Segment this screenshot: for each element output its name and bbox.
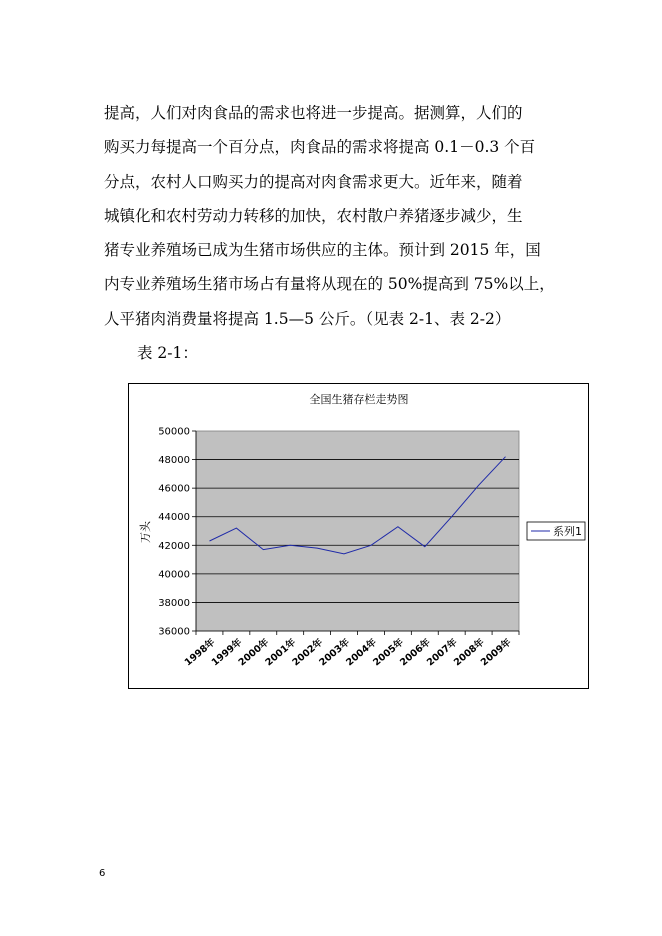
chart-title: 全国生猪存栏走势图 <box>309 393 409 406</box>
y-tick-label: 50000 <box>158 426 190 438</box>
x-tick-label: 2007年 <box>425 636 460 669</box>
x-tick-label: 1999年 <box>209 636 245 669</box>
chart-legend <box>527 522 585 540</box>
y-tick-label: 46000 <box>158 483 190 495</box>
y-tick-label: 42000 <box>158 540 190 552</box>
x-tick-label: 2000年 <box>236 636 272 669</box>
y-tick-label: 48000 <box>158 455 190 467</box>
paragraph-line-7: 人平猪肉消费量将提高 1.5—5 公斤。（见表 2-1、表 2-2） <box>104 309 511 328</box>
paragraph-line-2: 购买力每提高一个百分点，肉食品的需求将提高 0.1－0.3 个百 <box>104 138 536 157</box>
paragraph-line-4: 城镇化和农村劳动力转移的加快，农村散户养猪逐步减少，生 <box>104 206 523 225</box>
plot-background <box>196 431 519 631</box>
legend-label: 系列1 <box>553 525 582 538</box>
line-chart <box>129 384 588 688</box>
y-tick-label: 44000 <box>158 512 190 524</box>
body-paragraph <box>104 96 564 336</box>
x-tick-label: 1998年 <box>182 636 218 669</box>
chart-container <box>128 383 589 689</box>
x-tick-label: 2006年 <box>398 636 433 669</box>
y-tick-label: 38000 <box>158 597 190 609</box>
paragraph-line-3: 分点，农村人口购买力的提高对肉食需求更大。近年来，随着 <box>104 172 523 191</box>
paragraph-line-5: 猪专业养殖场已成为生猪市场供应的主体。预计到 2015 年，国 <box>104 241 541 260</box>
page-number: 6 <box>99 868 106 879</box>
x-tick-label: 2008年 <box>451 636 487 669</box>
table-caption: 表 2-1： <box>137 344 198 362</box>
x-tick-label: 2003年 <box>317 636 352 669</box>
paragraph-line-1: 提高，人们对肉食品的需求也将进一步提高。据测算，人们的 <box>104 104 523 122</box>
paragraph-line-6: 内专业养殖场生猪市场占有量将从现在的 50%提高到 75%以上， <box>104 275 555 294</box>
x-tick-label: 2002年 <box>290 636 326 669</box>
x-tick-label: 2009年 <box>478 636 514 669</box>
y-axis-label: 万头 <box>139 521 152 543</box>
y-tick-label: 40000 <box>158 569 190 581</box>
x-tick-label: 2001年 <box>263 636 299 669</box>
y-tick-label: 36000 <box>158 626 190 638</box>
x-tick-label: 2004年 <box>344 636 379 669</box>
x-tick-label: 2005年 <box>371 636 406 669</box>
